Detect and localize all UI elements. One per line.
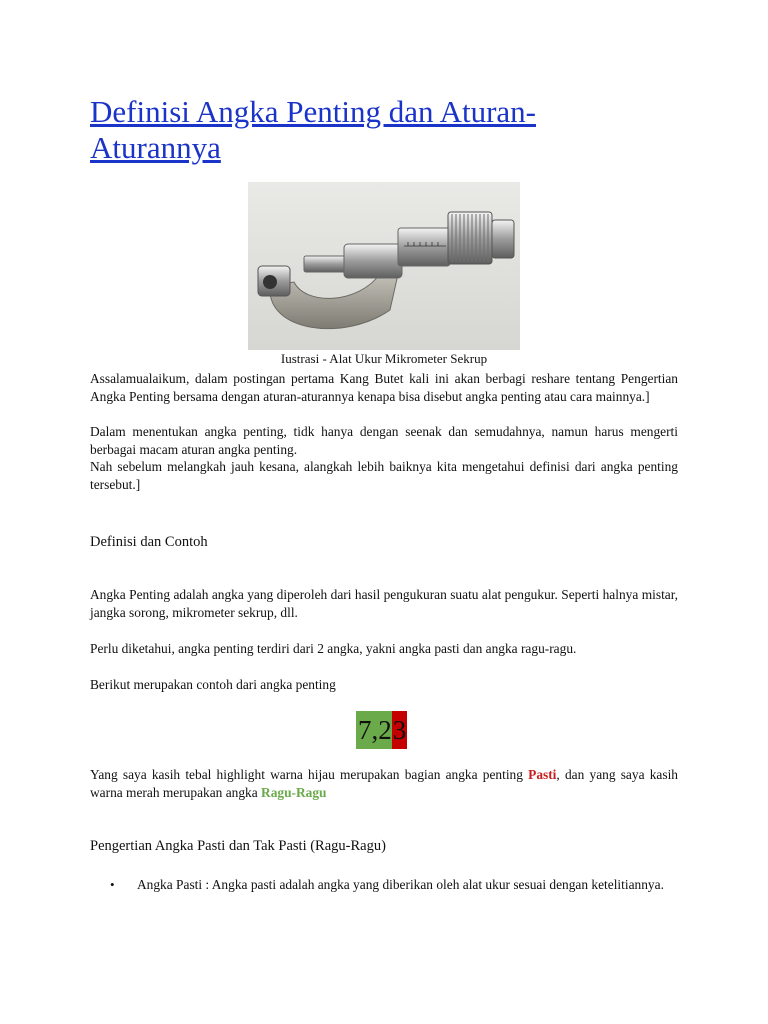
figure-caption: Iustrasi - Alat Ukur Mikrometer Sekrup bbox=[280, 351, 488, 366]
micrometer-illustration bbox=[248, 182, 520, 350]
doubtful-digit: 3 bbox=[392, 711, 408, 749]
explanation-paragraph bbox=[90, 766, 678, 801]
section-heading-pengertian: Pengertian Angka Pasti dan Tak Pasti (Ragu-Ragu) bbox=[90, 838, 386, 854]
sure-digits: 7,2 bbox=[356, 711, 392, 749]
list-item: Angka Pasti : Angka pasti adalah angka yang diberikan oleh alat ukur sesuai dengan ketelitiannya. bbox=[137, 877, 664, 892]
example-intro-paragraph: Berikut merupakan contoh dari angka penting bbox=[90, 677, 336, 692]
micrometer-image bbox=[248, 182, 520, 350]
section-heading-definisi: Definisi dan Contoh bbox=[90, 534, 208, 550]
article-title-link[interactable]: Definisi Angka Penting dan Aturan-Aturannya bbox=[90, 94, 536, 165]
note-paragraph: Perlu diketahui, angka penting terdiri dari 2 angka, yakni angka pasti dan angka ragu-ragu. bbox=[90, 641, 577, 656]
bullet-dot-icon: • bbox=[110, 877, 115, 892]
example-number-box bbox=[356, 711, 407, 749]
intro-paragraph-2: Dalam menentukan angka penting, tidk hanya dengan seenak dan semudahnya, namun harus mengerti berbagai macam aturan angka penting. bbox=[90, 424, 678, 457]
explanation-text-a: Yang saya kasih tebal highlight warna hijau merupakan bagian angka penting bbox=[90, 767, 529, 782]
intro-paragraph-1: Assalamualaikum, dalam postingan pertama Kang Butet kali ini akan berbagi reshare tentang Pengertian Angka Penting bersama dengan aturan-aturannya kenapa bisa disebut angka penting atau cara mainnya.] bbox=[90, 371, 678, 404]
definition-paragraph: Angka Penting adalah angka yang diperoleh dari hasil pengukuran suatu alat pengukur. Seperti halnya mistar, jangka sorong, mikrometer sekrup, dll. bbox=[90, 587, 678, 620]
ragu-label: Ragu-Ragu bbox=[261, 784, 327, 800]
intro-paragraph-3: Nah sebelum melangkah jauh kesana, alangkah lebih baiknya kita mengetahui definisi dari angka penting tersebut.] bbox=[90, 459, 678, 492]
pasti-label: Pasti bbox=[528, 767, 557, 782]
explanation-text-b: , dan yang saya kasih warna merah merupakan angka bbox=[90, 767, 678, 800]
